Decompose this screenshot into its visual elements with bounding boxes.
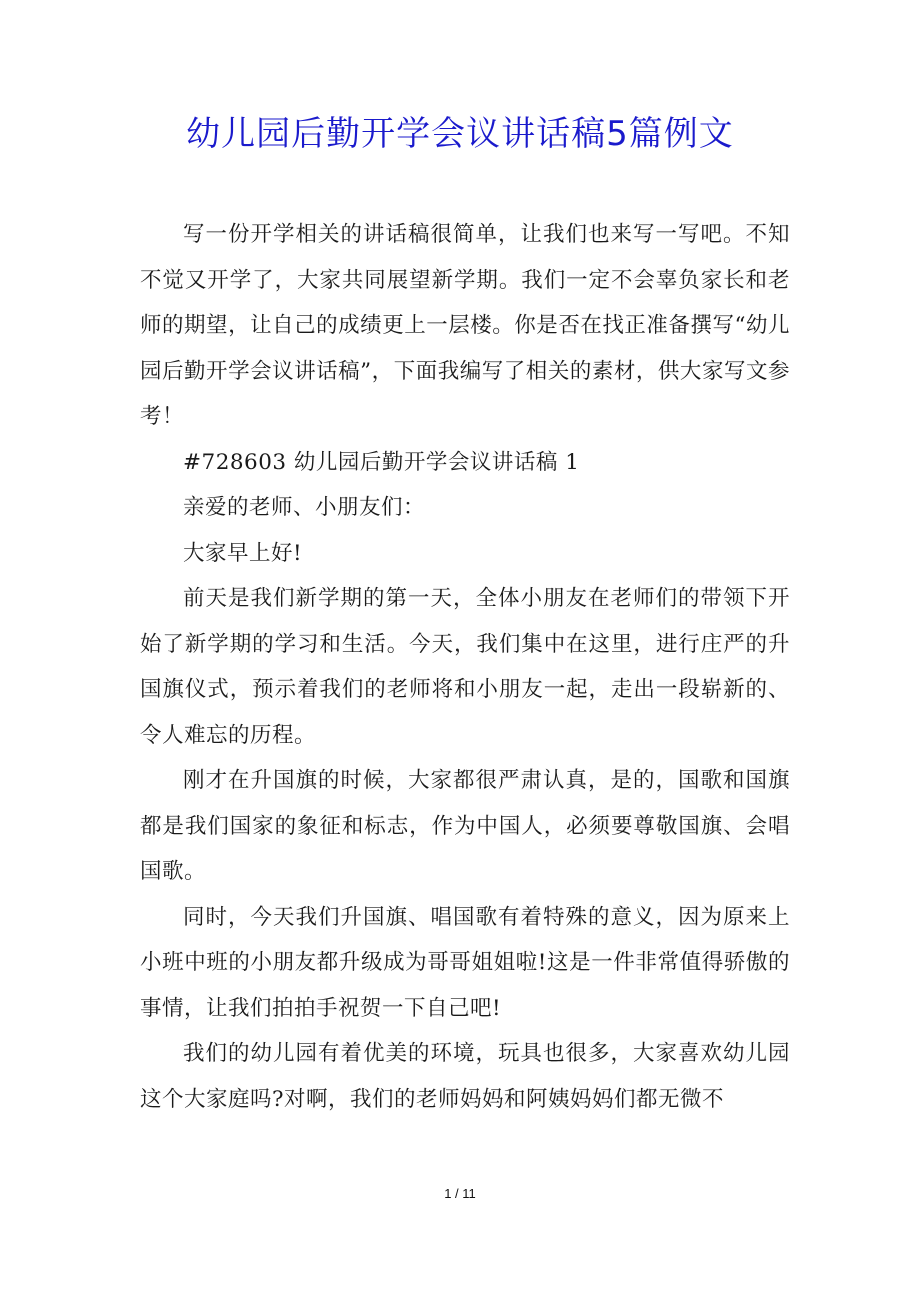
- section-heading: #728603 幼儿园后勤开学会议讲话稿 1: [183, 449, 580, 475]
- body-paragraph: 前天是我们新学期的第一天，全体小朋友在老师们的带领下开始了新学期的学习和生活。今天，我们集中在这里，进行庄严的升国旗仪式，预示着我们的老师将和小朋友一起，走出一段崭新的、令人难忘的历程。: [140, 586, 790, 748]
- intro-paragraph: 写一份开学相关的讲话稿很简单，让我们也来写一写吧。不知不觉又开学了，大家共同展望新学期。我们一定不会辜负家长和老师的期望，让自己的成绩更上一层楼。你是否在找正准备撰写“幼儿园后勤开学会议讲话稿”，下面我编写了相关的素材，供大家写文参考！: [140, 222, 790, 429]
- body-paragraph: 同时，今天我们升国旗、唱国歌有着特殊的意义，因为原来上小班中班的小朋友都升级成为哥哥姐姐啦!这是一件非常值得骄傲的事情，让我们拍拍手祝贺一下自己吧!: [140, 904, 790, 1021]
- body-paragraph: 我们的幼儿园有着优美的环境，玩具也很多，大家喜欢幼儿园这个大家庭吗?对啊，我们的老师妈妈和阿姨妈妈们都无微不: [140, 1041, 790, 1112]
- body-paragraph: 刚才在升国旗的时候，大家都很严肃认真，是的，国歌和国旗都是我们国家的象征和标志，作为中国人，必须要尊敬国旗、会唱国歌。: [140, 768, 790, 884]
- salutation: 亲爱的老师、小朋友们：: [183, 495, 426, 520]
- greeting: 大家早上好!: [183, 540, 303, 566]
- document-title: 幼儿园后勤开学会议讲话稿5篇例文: [186, 114, 734, 154]
- page-number: 1 / 11: [444, 1186, 476, 1201]
- document-body: [140, 212, 790, 1122]
